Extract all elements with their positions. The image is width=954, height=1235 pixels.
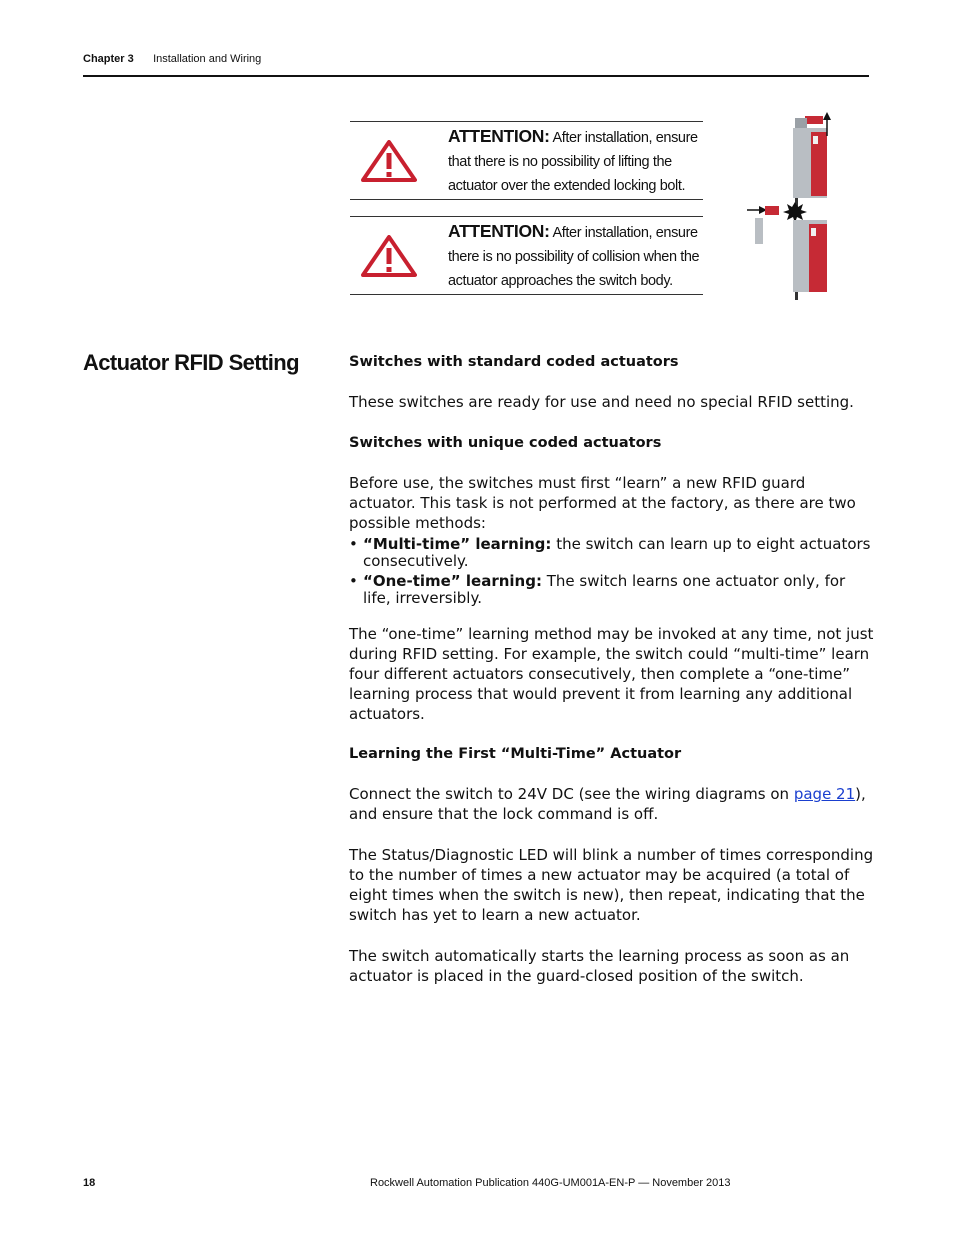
attention-message: After installation, ensure there is no possibility of collision when the actuator approaches the switch body. bbox=[448, 225, 700, 289]
page-number: 18 bbox=[83, 1177, 96, 1189]
connect-text-start: Connect the switch to 24V DC (see the wiring diagrams on bbox=[349, 785, 794, 803]
section-body bbox=[349, 350, 874, 986]
paragraph-status-led: The Status/Diagnostic LED will blink a number of times corresponding to the number of times a new actuator may be acquired (a total of eight times when the switch is new), then repeat, indicating that the switch has yet to learn a new actuator. bbox=[349, 846, 874, 924]
paragraph-standard-coded: These switches are ready for use and need no special RFID setting. bbox=[349, 393, 854, 411]
upper-switch-illustration bbox=[793, 112, 831, 208]
paragraph-learning-intro: Before use, the switches must first “learn” a new RFID guard actuator. This task is not performed at the factory, as there are two possible methods: bbox=[349, 474, 856, 532]
attention-box-lifting bbox=[350, 121, 703, 200]
paragraph-connect-switch bbox=[349, 784, 874, 824]
bullet-text: the switch can learn up to eight actuators consecutively. bbox=[363, 535, 871, 570]
connect-text-end: ), and ensure that the lock command is off. bbox=[349, 785, 866, 823]
subheading-first-multi-time: Learning the First “Multi-Time” Actuator bbox=[349, 746, 682, 762]
attention-message: After installation, ensure that there is no possibility of lifting the actuator over the extended locking bolt. bbox=[448, 130, 698, 194]
attention-text bbox=[448, 124, 703, 198]
subheading-standard-coded: Switches with standard coded actuators bbox=[349, 354, 679, 370]
bullet-marker: • bbox=[349, 572, 358, 590]
learning-methods-list bbox=[349, 536, 874, 607]
warning-triangle-icon bbox=[361, 140, 417, 182]
attention-keyword: ATTENTION: bbox=[448, 221, 550, 241]
bullet-marker: • bbox=[349, 535, 358, 553]
attention-keyword: ATTENTION: bbox=[448, 126, 550, 146]
list-item bbox=[349, 536, 874, 570]
warning-triangle-icon bbox=[361, 235, 417, 277]
chapter-title: Installation and Wiring bbox=[153, 53, 262, 65]
bullet-label: “Multi-time” learning: bbox=[363, 535, 552, 553]
running-header bbox=[83, 53, 869, 65]
attention-text bbox=[448, 219, 703, 293]
lower-switch-illustration bbox=[747, 202, 827, 300]
switch-actuator-illustration bbox=[745, 108, 835, 304]
header-divider bbox=[83, 75, 869, 77]
attention-box-collision bbox=[350, 216, 703, 295]
page-21-link[interactable]: page 21 bbox=[793, 785, 856, 803]
section-title: Actuator RFID Setting bbox=[83, 350, 299, 375]
paragraph-auto-learning: The switch automatically starts the learning process as soon as an actuator is placed in the guard-closed position of the switch. bbox=[349, 947, 850, 985]
chapter-label: Chapter 3 bbox=[83, 53, 134, 65]
subheading-unique-coded: Switches with unique coded actuators bbox=[349, 435, 662, 451]
paragraph-one-time-method: The “one-time” learning method may be invoked at any time, not just during RFID setting. For example, the switch could “multi-time” learn four different actuators consecutively, then complete a “one-time” learning process that would prevent it from learning any additional actuators. bbox=[349, 625, 874, 723]
bullet-text: The switch learns one actuator only, for life, irreversibly. bbox=[363, 572, 846, 607]
list-item bbox=[349, 573, 874, 607]
publication-info: Rockwell Automation Publication 440G-UM001A-EN-P — November 2013 bbox=[370, 1177, 731, 1189]
bullet-label: “One-time” learning: bbox=[363, 572, 542, 590]
